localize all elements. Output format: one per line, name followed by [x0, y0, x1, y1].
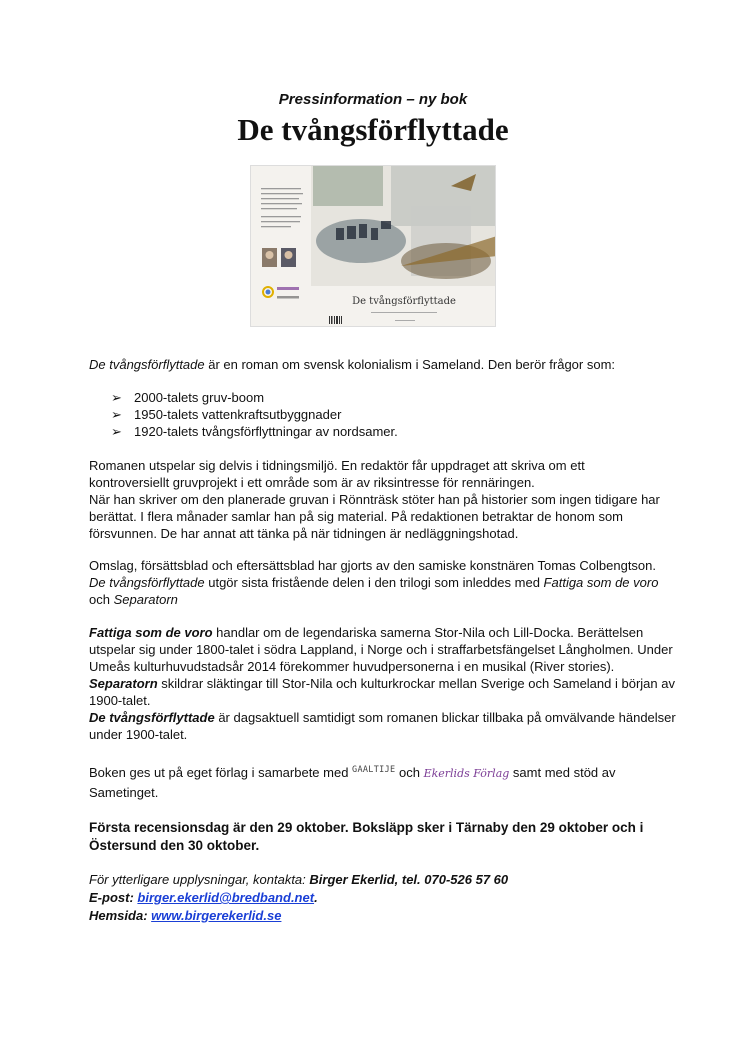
text-line: Första recensionsdag är den 29 oktober. Boksläpp sker i Tärnaby den 29 oktober och i	[89, 820, 644, 835]
text-line: under 1900-talet.	[89, 727, 188, 742]
email-link[interactable]: birger.ekerlid@bredband.net	[137, 890, 315, 905]
list-item-text: 1950-talets vattenkraftsutbyggnader	[134, 407, 342, 422]
book-title-bold: De tvångsförflyttade	[89, 710, 215, 725]
book-title-bold: Separatorn	[89, 676, 158, 691]
text-line: Romanen utspelar sig delvis i tidningsmiljö. En redaktör får uppdraget att skriva om ett	[89, 458, 585, 473]
text-line: 1900-talet.	[89, 693, 151, 708]
trilogy-paragraph	[89, 557, 689, 608]
topic-list	[111, 389, 398, 440]
book-cover-image	[250, 165, 496, 327]
contact-label: För ytterligare upplysningar, kontakta:	[89, 872, 310, 887]
text-span: och	[89, 592, 114, 607]
text-span: handlar om de legendariska samerna Stor-Nila och Lill-Docka. Berättelsen	[212, 625, 644, 640]
text-line: Omslag, försättsblad och eftersättsblad har gjorts av den samiske konstnären Tomas Colbengtson.	[89, 558, 656, 573]
arrow-bullet-icon: ➢	[111, 390, 122, 405]
website-link[interactable]: www.birgerekerlid.se	[151, 908, 282, 923]
text-line: kontroversiellt gruvprojekt i ett område som är av riksintresse för rennäringen.	[89, 475, 535, 490]
book-title-bold: Fattiga som de voro	[89, 625, 213, 640]
book-title-italic: Fattiga som de voro	[543, 575, 659, 590]
text-span: .	[314, 890, 318, 905]
ekerlids-forlag-logo: Ekerlids Förlag	[423, 767, 510, 780]
intro-text: är en roman om svensk kolonialism i Sameland. Den berör frågor som:	[204, 357, 616, 372]
book-title-italic: Separatorn	[113, 592, 178, 607]
publisher-paragraph	[89, 764, 689, 801]
list-item	[111, 423, 398, 440]
book-title-italic: De tvångsförflyttade	[89, 575, 205, 590]
books-paragraph	[89, 624, 689, 743]
text-line: försvunnen. De har annat att tänka på när tidningen är nedläggningshotad.	[89, 526, 519, 541]
contact-person: Birger Ekerlid, tel. 070-526 57 60	[309, 872, 509, 887]
release-dates	[89, 819, 649, 855]
text-span: utgör sista fristående delen i den trilogi som inleddes med	[204, 575, 544, 590]
list-item	[111, 406, 398, 423]
text-span: och	[395, 765, 424, 780]
email-label: E-post:	[89, 890, 138, 905]
contact-info	[89, 871, 508, 925]
cover-artwork	[251, 166, 496, 327]
list-item-text: 2000-talets gruv-boom	[134, 390, 265, 405]
text-line: När han skriver om den planerade gruvan i Rönnträsk stöter han på historier som ingen tidigare har	[89, 492, 660, 507]
story-paragraph	[89, 457, 689, 542]
text-span: Boken ges ut på eget förlag i samarbete med	[89, 765, 353, 780]
text-span: är dagsaktuell samtidigt som romanen blickar tillbaka på omvälvande händelser	[214, 710, 676, 725]
cover-title-text: De tvångsförflyttade	[352, 296, 456, 307]
website-label: Hemsida:	[89, 908, 152, 923]
text-span: skildrar släktingar till Stor-Nila och kulturkrockar mellan Sverige och Sameland i början av	[157, 676, 675, 691]
gaaltije-logo: GAALTIJE	[352, 765, 396, 775]
arrow-bullet-icon: ➢	[111, 407, 122, 422]
page-title: De tvångsförflyttade	[237, 112, 509, 147]
text-line: utspelar sig under 1800-talet i södra Lappland, i Norge och i straffarbetsfängelset Långholmen. Under	[89, 642, 673, 657]
text-line: Östersund den 30 oktober.	[89, 838, 260, 853]
text-line: Sametinget.	[89, 785, 159, 800]
text-line: Umeås kulturhuvudstadsår 2014 förekommer huvudpersonerna i en musikal (River stories).	[89, 659, 615, 674]
list-item	[111, 389, 398, 406]
list-item-text: 1920-talets tvångsförflyttningar av nordsamer.	[134, 424, 398, 439]
arrow-bullet-icon: ➢	[111, 424, 122, 439]
intro-title: De tvångsförflyttade	[89, 357, 205, 372]
text-line: berättat. I flera månader samlar han på sig material. På redaktionen betraktar de honom som	[89, 509, 624, 524]
text-span: samt med stöd av	[509, 765, 616, 780]
intro-paragraph	[89, 356, 689, 373]
press-kicker: Pressinformation – ny bok	[278, 91, 468, 108]
